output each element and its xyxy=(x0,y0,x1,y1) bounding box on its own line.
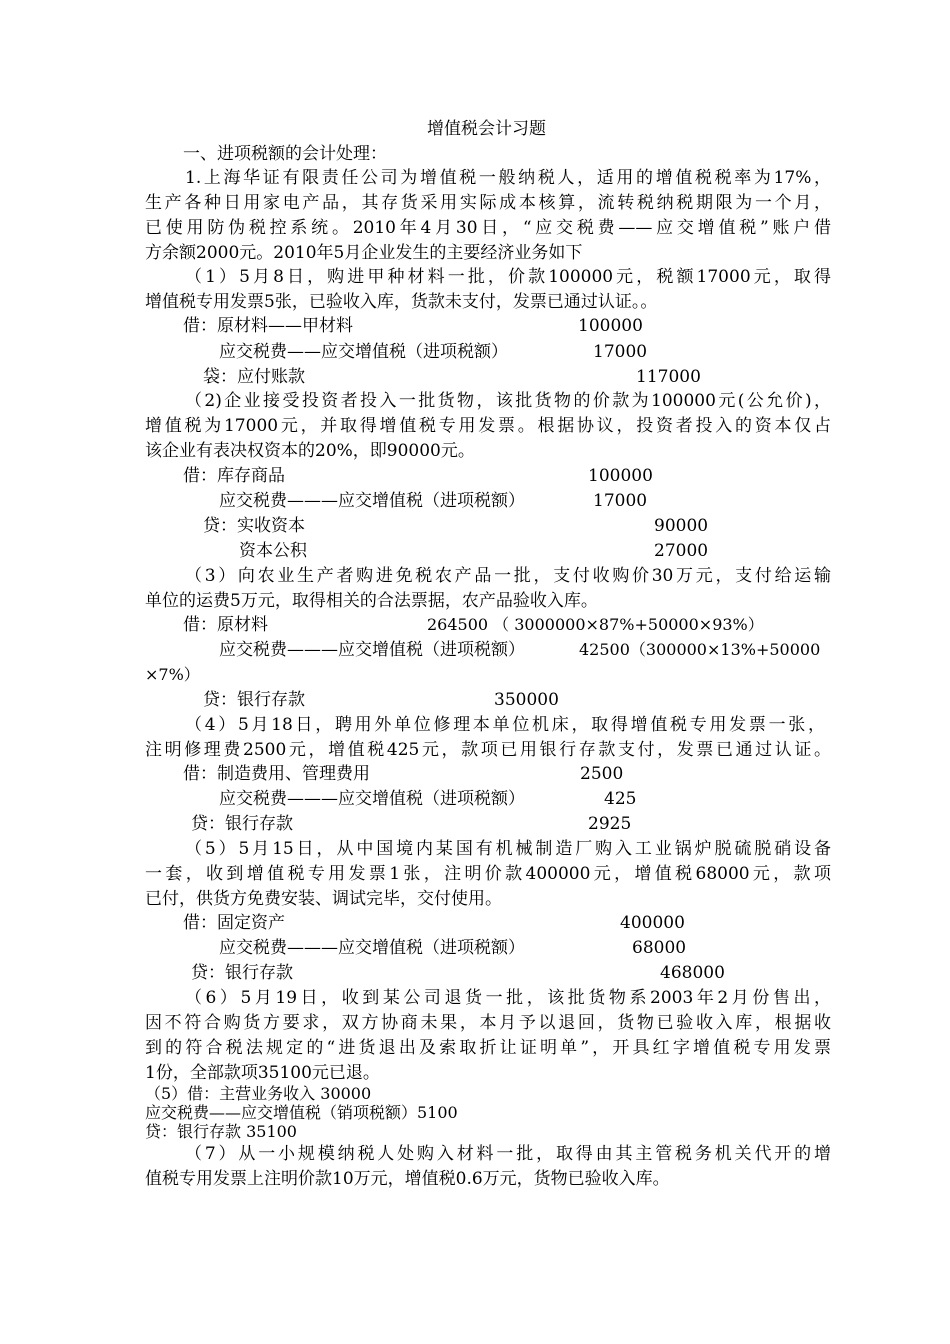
entry-label: 应交税费———应交增值税（进项税额） xyxy=(219,640,525,660)
paragraph-line: 注明修理费2500元，增值税425元，款项已用银行存款支付，发票已通过认证。 xyxy=(145,740,831,760)
entry-amount: 2925 xyxy=(588,814,632,834)
entry-continuation: ×7%） xyxy=(145,665,200,684)
entry-label: 贷：实收资本 xyxy=(203,516,305,536)
paragraph-line: 增值税专用发票5张，已验收入库，货款未支付，发票已通过认证。。 xyxy=(145,292,658,312)
paragraph-line: 一套，收到增值税专用发票1张，注明价款400000元，增值税68000元，款项 xyxy=(145,864,831,884)
paragraph-line: （3）向农业生产者购进免税农产品一批，支付收购价30万元，支付给运输 xyxy=(185,566,831,586)
paragraph-line: 生产各种日用家电产品，其存货采用实际成本核算，流转税纳税期限为一个月， xyxy=(145,193,831,213)
entry-label: 贷：银行存款 xyxy=(191,814,293,834)
paragraph-line: 已付，供货方免费安装、调试完毕，交付使用。 xyxy=(145,889,502,909)
entry-label: 借：原材料——甲材料 xyxy=(183,316,353,336)
entry-amount: 100000 xyxy=(588,466,653,486)
entry-amount: 400000 xyxy=(620,913,685,933)
entry-amount: 17000 xyxy=(593,342,648,362)
paragraph-line: （4）5月18日，聘用外单位修理本单位机床，取得增值税专用发票一张， xyxy=(185,715,825,735)
entry-label: 应交税费———应交增值税（进项税额） xyxy=(219,491,525,511)
paragraph-line: 该企业有表决权资本的20%，即90000元。 xyxy=(145,441,475,461)
entry-amount: 27000 xyxy=(654,541,709,561)
paragraph-line: （5）5月15日，从中国境内某国有机械制造厂购入工业锅炉脱硫脱硝设备 xyxy=(185,839,831,859)
entry-label: 贷：银行存款 xyxy=(191,963,293,983)
paragraph-line: 已使用防伪税控系统。2010年4月30日，“应交税费——应交增值税”账户借 xyxy=(145,218,831,238)
entry-amount: 264500 （ 3000000×87%+50000×93%） xyxy=(427,615,764,634)
entry-amount: 425 xyxy=(604,789,637,809)
paragraph-line: 值税专用发票上注明价款10万元，增值税0.6万元，货物已验收入库。 xyxy=(145,1169,670,1189)
paragraph-line: 方余额2000元。2010年5月企业发生的主要经济业务如下 xyxy=(145,243,583,263)
entry-label: 借：库存商品 xyxy=(183,466,285,486)
paragraph-line: 1.上海华证有限责任公司为增值税一般纳税人，适用的增值税税率为17%， xyxy=(185,168,831,188)
paragraph-line: 到的符合税法规定的“进货退出及索取折让证明单”，开具红字增值税专用发票 xyxy=(145,1038,831,1058)
paragraph-line: （2)企业接受投资者投入一批货物，该批货物的价款为100000元(公允价)， xyxy=(185,391,831,411)
paragraph-line: （7）从一小规模纳税人处购入材料一批，取得由其主管税务机关代开的增 xyxy=(185,1144,831,1164)
entry-line: 贷：银行存款 35100 xyxy=(145,1122,297,1141)
entry-label: 应交税费———应交增值税（进项税额） xyxy=(219,938,525,958)
document-title: 增值税会计习题 xyxy=(427,119,546,139)
entry-label: 借：原材料 xyxy=(183,615,268,635)
paragraph-line: 因不符合购货方要求，双方协商未果，本月予以退回，货物已验收入库，根据收 xyxy=(145,1013,831,1033)
entry-label: 袋：应付账款 xyxy=(203,367,305,387)
entry-label: 借：制造费用、管理费用 xyxy=(183,764,370,784)
paragraph-line: 增值税为17000元，并取得增值税专用发票。根据协议，投资者投入的资本仅占 xyxy=(145,416,831,436)
entry-amount: 2500 xyxy=(580,764,624,784)
entry-amount: 350000 xyxy=(494,690,559,710)
entry-label: 资本公积 xyxy=(239,541,307,561)
entry-label: 贷：银行存款 xyxy=(203,690,305,710)
paragraph-line: 单位的运费5万元，取得相关的合法票据，农产品验收入库。 xyxy=(145,591,598,611)
entry-amount: 42500（300000×13%+50000 xyxy=(579,640,821,659)
entry-label: 应交税费——应交增值税（进项税额） xyxy=(219,342,508,362)
entry-amount: 68000 xyxy=(632,938,687,958)
section-heading: 一、进项税额的会计处理： xyxy=(183,144,387,164)
entry-amount: 90000 xyxy=(654,516,709,536)
paragraph-line: 1份，全部款项35100元已退。 xyxy=(145,1063,380,1083)
entry-amount: 468000 xyxy=(660,963,725,983)
entry-amount: 17000 xyxy=(593,491,648,511)
entry-label: 应交税费———应交增值税（进项税额） xyxy=(219,789,525,809)
entry-line: 应交税费——应交增值税（销项税额）5100 xyxy=(145,1103,458,1122)
paragraph-line: （6）5月19日，收到某公司退货一批，该批货物系2003年2月份售出， xyxy=(185,988,831,1008)
entry-amount: 117000 xyxy=(636,367,701,387)
paragraph-line: （1）5月8日，购进甲种材料一批，价款100000元，税额17000元，取得 xyxy=(185,267,831,287)
entry-label: 借：固定资产 xyxy=(183,913,285,933)
entry-amount: 100000 xyxy=(578,316,643,336)
entry-line: （5）借：主营业务收入 30000 xyxy=(145,1084,372,1103)
